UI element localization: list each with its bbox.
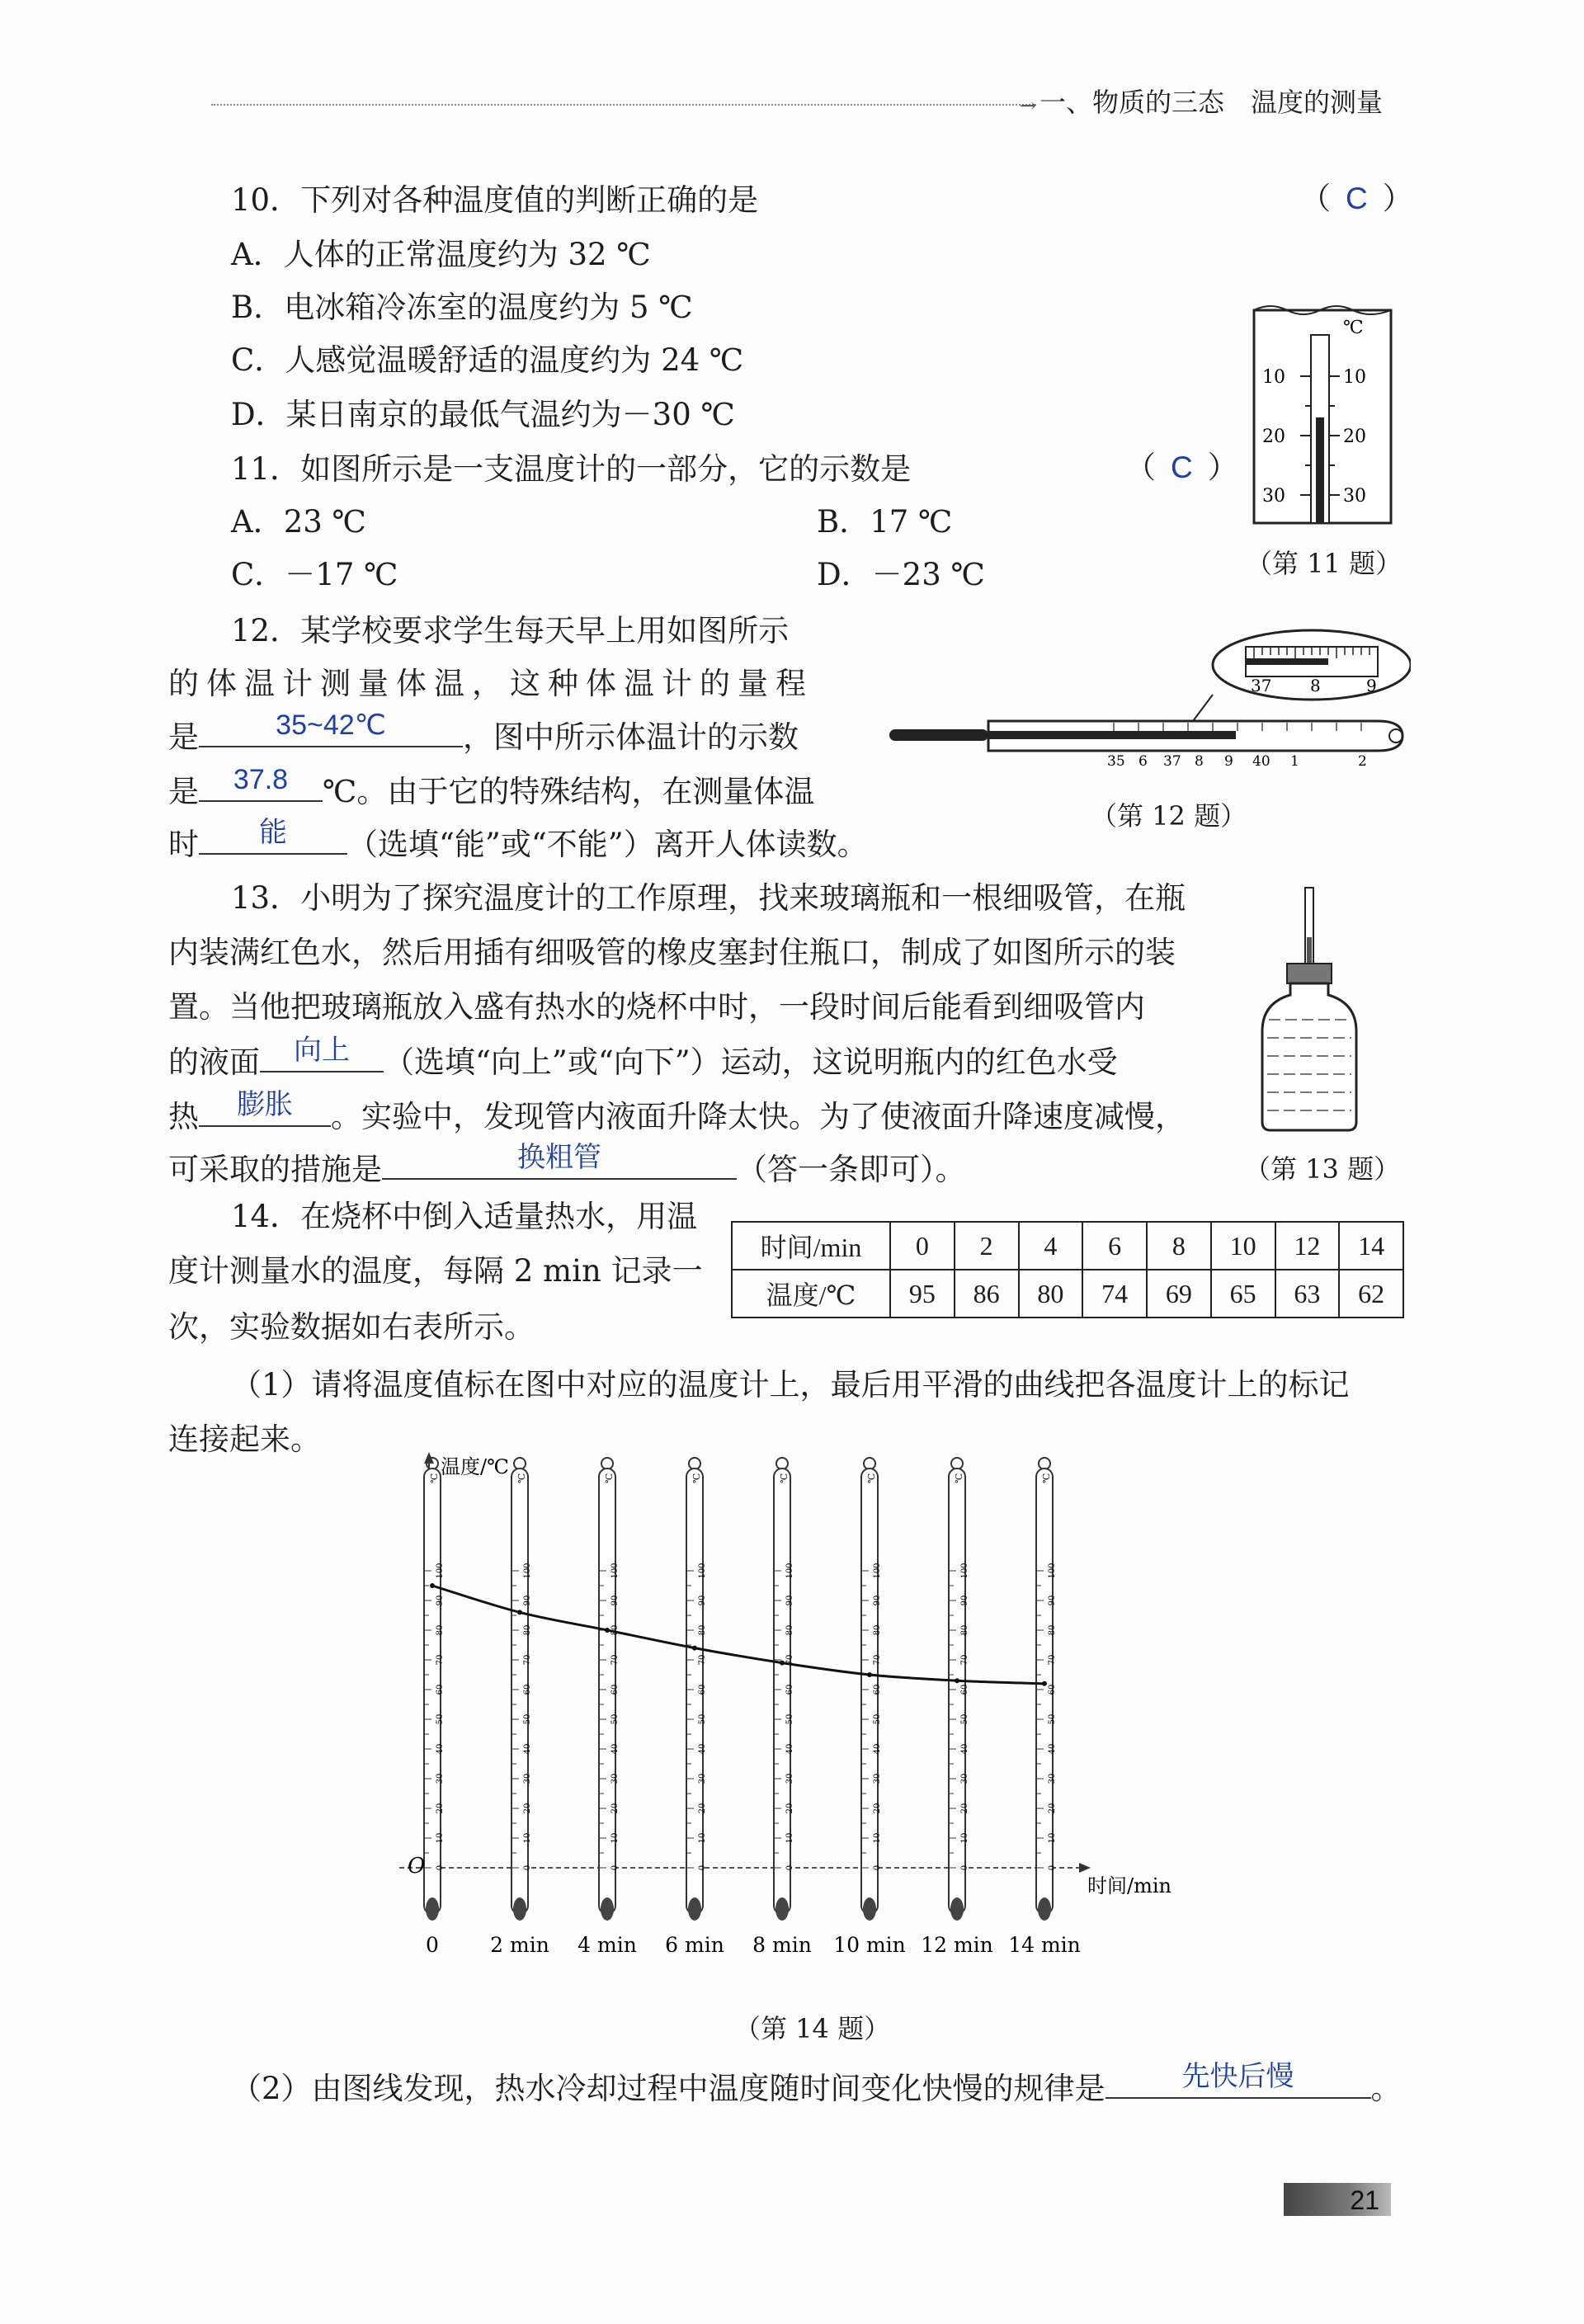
thermometer-scale-label: 40 [610, 1743, 620, 1755]
q12-bulb [889, 729, 988, 741]
thermometer-scale-label: 90 [1048, 1595, 1057, 1606]
q12-can-answer: 能 [259, 817, 287, 848]
q10-option-d: D．某日南京的最低气温约为－30 ℃ [231, 397, 735, 432]
thermometer-scale-label: 20 [1048, 1803, 1057, 1814]
q11-tick-20-left: 20 [1262, 427, 1285, 447]
table-cell-time: 4 [1019, 1222, 1083, 1270]
thermometer-scale-label: 40 [785, 1743, 794, 1755]
q11-option-d: D．－23 ℃ [817, 557, 985, 592]
arrow-icon: → [1020, 94, 1037, 117]
table-header-time: 时间/min [732, 1222, 890, 1270]
q13-line2: 内装满红色水，然后用插有细吸管的橡皮塞封住瓶口，制成了如图所示的装 [168, 935, 1176, 970]
header-rule [211, 104, 1036, 106]
q13-bottle-figure [1254, 886, 1370, 1134]
thermometer-scale-label: 40 [873, 1743, 882, 1755]
thermometer-scale-label: 90 [960, 1595, 969, 1606]
q12-scale-39: 9 [1224, 753, 1233, 770]
thermometer [949, 1458, 969, 1921]
q14-line1: 14．在烧杯中倒入适量热水，用温 [231, 1199, 698, 1234]
q12-scale-42: 2 [1358, 753, 1367, 770]
q12-scale-37: 37 [1163, 753, 1181, 770]
x-axis-label: 时间/min [1087, 1874, 1172, 1897]
thermometer-scale-label: 80 [873, 1624, 882, 1636]
thermometer-scale-label: 70 [785, 1654, 794, 1666]
q13-direction-blank [260, 1035, 384, 1072]
thermometer-scale-label: 0 [873, 1864, 882, 1871]
thermometer-scale-label: 70 [610, 1654, 620, 1666]
q12-range-blank [199, 709, 463, 747]
thermometer-scale-label: 60 [873, 1684, 882, 1695]
thermometer-scale-label: 10 [523, 1832, 532, 1844]
q11-unit-label: ℃ [1343, 318, 1364, 338]
y-axis-label: 温度/℃ [441, 1455, 509, 1478]
thermometer-scale-label: 70 [1048, 1654, 1057, 1666]
q13-line3: 置。当他把玻璃瓶放入盛有热水的烧杯中时，一段时间后能看到细吸管内 [168, 989, 1145, 1025]
thermometer-scale-label: 40 [1048, 1743, 1057, 1755]
q13-expand-blank [199, 1089, 331, 1127]
thermometer-scale-label: 20 [785, 1803, 794, 1814]
data-point [517, 1610, 522, 1615]
thermometer-scale-label: 50 [873, 1714, 882, 1725]
q11-tick-30-right: 30 [1343, 486, 1366, 507]
thermometer-scale-label: 50 [436, 1714, 445, 1725]
q14-part1-line2: 连接起来。 [168, 1421, 321, 1457]
thermometer-hanger [601, 1458, 613, 1469]
thermometer-scale-label: 80 [610, 1624, 620, 1636]
q14-line2: 度计测量水的温度，每隔 2 min 记录一 [168, 1253, 703, 1289]
q12-zoom-liquid [1246, 658, 1328, 665]
thermometer-scale-label: 100 [1048, 1563, 1057, 1579]
thermometer-scale-label: 50 [960, 1714, 969, 1725]
chart-thermometers [424, 1458, 1057, 1921]
thermometer-scale-label: 50 [1048, 1714, 1057, 1725]
thermometer-scale-label: 90 [873, 1595, 882, 1606]
x-tick-label: 4 min [578, 1933, 637, 1957]
thermometer-bulb [601, 1897, 614, 1921]
thermometer-unit-label: ℃ [429, 1473, 440, 1483]
thermometer-scale-label: 30 [436, 1773, 445, 1784]
q11-caption: （第 11 题） [1246, 548, 1402, 579]
q12-reading-blank [199, 764, 323, 802]
thermometer-scale-label: 80 [436, 1624, 445, 1636]
thermometer-scale-label: 60 [436, 1684, 445, 1695]
table-header-temperature: 温度/℃ [732, 1270, 890, 1318]
table-cell-temperature: 69 [1147, 1270, 1211, 1318]
q13-line1: 13．小明为了探究温度计的工作原理，找来玻璃瓶和一根细吸管，在瓶 [231, 880, 1186, 916]
data-point [955, 1678, 959, 1683]
q13-caption: （第 13 题） [1244, 1153, 1401, 1185]
thermometer-scale-label: 90 [785, 1595, 794, 1606]
thermometer-scale-label: 30 [523, 1773, 532, 1784]
q12-zoom-label-9: 9 [1366, 676, 1377, 695]
q12-scale-40: 40 [1252, 753, 1270, 770]
thermometer-scale-label: 20 [523, 1803, 532, 1814]
thermometer-scale-label: 20 [610, 1803, 620, 1814]
q10-answer: C [1346, 181, 1368, 215]
thermometer-scale-label: 100 [610, 1563, 620, 1579]
thermometer-bulb [1038, 1897, 1051, 1921]
thermometer-scale-label: 100 [960, 1563, 969, 1579]
q12-caption: （第 12 题） [1091, 800, 1247, 832]
thermometer-hanger [514, 1458, 526, 1469]
thermometer-scale-label: 0 [523, 1864, 532, 1871]
thermometer-scale-label: 100 [523, 1563, 532, 1579]
q13-line6: 可采取的措施是 换粗管 （答一条即可）。 [168, 1142, 966, 1187]
thermometer-scale-label: 60 [698, 1684, 707, 1695]
q12-scale-35: 35 [1107, 753, 1125, 770]
q10-option-c: C．人感觉温暖舒适的温度约为 24 ℃ [231, 342, 744, 378]
q12-line4: 是 37.8 ℃。由于它的特殊结构，在测量体温 [168, 764, 815, 809]
thermometer-scale-label: 0 [698, 1864, 707, 1871]
data-point [692, 1646, 697, 1651]
q14-part2: （2）由图线发现，热水冷却过程中温度随时间变化快慢的规律是 先快后慢 。 [231, 2061, 1402, 2106]
thermometer-scale-label: 20 [960, 1803, 969, 1814]
thermometer [599, 1458, 620, 1921]
x-tick-label: 8 min [752, 1933, 812, 1957]
thermometer-scale-label: 30 [698, 1773, 707, 1784]
thermometer-scale-label: 70 [436, 1654, 445, 1666]
thermometer-scale-label: 0 [785, 1864, 794, 1871]
table-cell-time: 0 [890, 1222, 955, 1270]
thermometer-scale-label: 80 [1048, 1624, 1057, 1636]
thermometer-scale-label: 80 [698, 1624, 707, 1636]
q13-rubber-stopper [1287, 964, 1332, 983]
q14-rule-blank [1106, 2061, 1371, 2099]
q14-line3: 次，实验数据如右表所示。 [168, 1309, 535, 1345]
thermometer-scale-label: 70 [523, 1654, 532, 1666]
x-tick-label: 12 min [921, 1933, 993, 1957]
data-point [605, 1628, 610, 1633]
data-point [430, 1583, 435, 1588]
q14-data-table [731, 1221, 1404, 1318]
thermometer-scale-label: 90 [436, 1595, 445, 1606]
q12-range-answer: 35~42℃ [276, 709, 386, 741]
q11-liquid-column [1316, 417, 1324, 523]
thermometer-scale-label: 30 [785, 1773, 794, 1784]
q14-caption: （第 14 题） [734, 2013, 891, 2044]
q10-stem: 10．下列对各种温度值的判断正确的是 [231, 182, 759, 218]
thermometer-scale-label: 70 [698, 1654, 707, 1666]
q13-measure-blank [382, 1142, 737, 1180]
thermometer-scale-label: 10 [785, 1832, 794, 1844]
thermometer-scale-label: 40 [698, 1743, 707, 1755]
q10-option-b: B．电冰箱冷冻室的温度约为 5 ℃ [231, 290, 693, 325]
q11-answer: C [1171, 450, 1193, 484]
data-point [780, 1661, 785, 1666]
thermometer-scale-label: 90 [523, 1595, 532, 1606]
thermometer-scale-label: 50 [785, 1714, 794, 1725]
thermometer-hanger [1039, 1458, 1050, 1469]
thermometer-scale-label: 50 [523, 1714, 532, 1725]
table-cell-temperature: 86 [955, 1270, 1019, 1318]
q13-line4: 的液面 向上 （选填“向上”或“向下”）运动，这说明瓶内的红色水受 [168, 1035, 1118, 1080]
thermometer-unit-label: ℃ [604, 1473, 615, 1483]
thermometer-unit-label: ℃ [779, 1473, 790, 1483]
q11-tick-10-left: 10 [1262, 367, 1285, 388]
chart-axes [399, 1452, 1091, 1909]
thermometer-scale-label: 70 [960, 1654, 969, 1666]
q11-stem: 11．如图所示是一支温度计的一部分，它的示数是 [231, 451, 912, 487]
x-tick-label: 6 min [665, 1933, 724, 1957]
q14-part1-line1: （1）请将温度值标在图中对应的温度计上，最后用平滑的曲线把各温度计上的标记 [231, 1367, 1350, 1402]
thermometer-scale-label: 100 [873, 1563, 882, 1579]
thermometer-bulb [513, 1897, 526, 1921]
q11-tick-30-left: 30 [1262, 486, 1285, 507]
thermometer-scale-label: 0 [960, 1864, 969, 1871]
q11-tick-20-right: 20 [1343, 427, 1366, 447]
thermometer-scale-label: 60 [523, 1684, 532, 1695]
thermometer-scale-label: 100 [436, 1563, 445, 1579]
thermometer-scale-label: 30 [960, 1773, 969, 1784]
q14-cooling-chart [380, 1447, 1172, 2008]
q14-rule-answer: 先快后慢 [1181, 2061, 1294, 2092]
thermometer-scale-label: 50 [610, 1714, 620, 1725]
q14-time-row [732, 1222, 1403, 1270]
table-cell-temperature: 62 [1339, 1270, 1403, 1318]
q11-thermometer-figure [1251, 300, 1396, 528]
thermometer [861, 1458, 882, 1921]
thermometer-scale-label: 20 [873, 1803, 882, 1814]
thermometer-hanger [776, 1458, 788, 1469]
q11-tick-10-right: 10 [1343, 367, 1366, 388]
thermometer-scale-label: 10 [436, 1832, 445, 1844]
thermometer-hanger [951, 1458, 963, 1469]
origin-label: O [408, 1854, 426, 1879]
thermometer [1036, 1458, 1057, 1921]
q12-can-blank [199, 817, 347, 855]
q10-answer-bracket: （ C ） [1300, 181, 1413, 216]
thermometer [424, 1458, 445, 1921]
q12-reading-answer: 37.8 [233, 764, 289, 795]
table-cell-time: 14 [1339, 1222, 1403, 1270]
thermometer-unit-label: ℃ [954, 1473, 964, 1483]
table-cell-temperature: 65 [1211, 1270, 1275, 1318]
q12-zoom-label-37: 37 [1251, 676, 1272, 695]
q11-option-a: A．23 ℃ [231, 504, 366, 540]
thermometer-scale-label: 0 [1048, 1864, 1057, 1871]
thermometer-scale-label: 10 [1048, 1832, 1057, 1844]
thermometer-scale-label: 80 [523, 1624, 532, 1636]
thermometer-bulb [426, 1897, 439, 1921]
q12-line1: 12．某学校要求学生每天早上用如图所示 [231, 613, 790, 648]
thermometer-scale-label: 40 [960, 1743, 969, 1755]
page-number-tab [1284, 2183, 1391, 2216]
thermometer-scale-label: 40 [523, 1743, 532, 1755]
thermometer-scale-label: 40 [436, 1743, 445, 1755]
q11-option-b: B．17 ℃ [817, 504, 953, 540]
thermometer-scale-label: 10 [610, 1832, 620, 1844]
data-point [1042, 1681, 1047, 1686]
q12-zoom-label-8: 8 [1310, 676, 1321, 695]
q12-clinical-thermometer-figure [883, 629, 1411, 777]
q13-measure-answer: 换粗管 [517, 1142, 601, 1173]
thermometer-scale-label: 90 [610, 1595, 620, 1606]
page-number: 21 [1350, 2185, 1379, 2215]
table-cell-temperature: 95 [890, 1270, 955, 1318]
q11-option-c: C．－17 ℃ [231, 557, 398, 592]
x-tick-label: 2 min [490, 1933, 549, 1957]
thermometer-hanger [864, 1458, 875, 1469]
thermometer-unit-label: ℃ [691, 1473, 702, 1483]
table-cell-temperature: 74 [1082, 1270, 1147, 1318]
x-tick-label: 0 [426, 1933, 439, 1957]
table-cell-time: 6 [1082, 1222, 1147, 1270]
thermometer-scale-label: 0 [436, 1864, 445, 1871]
q13-direction-answer: 向上 [294, 1035, 350, 1066]
thermometer-scale-label: 30 [610, 1773, 620, 1784]
thermometer-scale-label: 50 [698, 1714, 707, 1725]
thermometer-scale-label: 60 [610, 1684, 620, 1695]
thermometer-scale-label: 0 [610, 1864, 620, 1871]
thermometer-hanger [689, 1458, 700, 1469]
thermometer-unit-label: ℃ [1041, 1473, 1052, 1483]
q12-line3: 是 35~42℃ ，图中所示体温计的示数 [168, 709, 799, 755]
thermometer-scale-label: 30 [1048, 1773, 1057, 1784]
thermometer-scale-label: 10 [698, 1832, 707, 1844]
thermometer [774, 1458, 794, 1921]
thermometer-scale-label: 20 [698, 1803, 707, 1814]
thermometer-scale-label: 100 [785, 1563, 794, 1579]
thermometer-scale-label: 80 [785, 1624, 794, 1636]
thermometer-scale-label: 60 [1048, 1684, 1057, 1695]
table-cell-time: 10 [1211, 1222, 1275, 1270]
q12-scale-41: 1 [1290, 753, 1299, 770]
q12-mercury-column [988, 731, 1236, 739]
chapter-header: 一、物质的三态 温度的测量 [1040, 87, 1384, 118]
thermometer-scale-label: 70 [873, 1654, 882, 1666]
q12-line5: 时 能 （选填“能”或“不能”）离开人体读数。 [168, 817, 868, 862]
q13-expand-answer: 膨胀 [237, 1089, 293, 1120]
thermometer-scale-label: 60 [785, 1684, 794, 1695]
q10-option-a: A．人体的正常温度约为 32 ℃ [231, 237, 651, 272]
q12-line2: 的体温计测量体温，这种体温计的量程 [168, 666, 813, 701]
thermometer [512, 1458, 532, 1921]
thermometer-scale-label: 10 [960, 1832, 969, 1844]
q14-temperature-row [732, 1270, 1403, 1318]
thermometer-scale-label: 90 [698, 1595, 707, 1606]
thermometer-scale-label: 100 [698, 1563, 707, 1579]
thermometer-scale-label: 20 [436, 1803, 445, 1814]
thermometer-unit-label: ℃ [516, 1473, 527, 1483]
table-cell-time: 8 [1147, 1222, 1211, 1270]
x-axis-arrow [1079, 1863, 1091, 1873]
thermometer-scale-label: 80 [960, 1624, 969, 1636]
x-tick-label: 10 min [833, 1933, 906, 1957]
data-point [867, 1672, 872, 1677]
table-cell-time: 12 [1275, 1222, 1340, 1270]
thermometer-scale-label: 30 [873, 1773, 882, 1784]
thermometer-scale-label: 10 [873, 1832, 882, 1844]
table-cell-temperature: 63 [1275, 1270, 1340, 1318]
q12-scale-36: 6 [1138, 753, 1148, 770]
thermometer-bulb [950, 1897, 964, 1921]
q11-answer-bracket: （ C ） [1125, 450, 1238, 485]
thermometer-unit-label: ℃ [866, 1473, 877, 1483]
thermometer-bulb [688, 1897, 701, 1921]
table-cell-time: 2 [955, 1222, 1019, 1270]
q12-scale-38: 8 [1195, 753, 1204, 770]
thermometer-scale-label: 60 [960, 1684, 969, 1695]
thermometer-bulb [776, 1897, 789, 1921]
thermometer [686, 1458, 707, 1921]
q13-line5: 热 膨胀 。实验中，发现管内液面升降太快。为了使液面升降速度减慢， [168, 1089, 1186, 1134]
thermometer-bulb [863, 1897, 876, 1921]
x-tick-label: 14 min [1008, 1933, 1081, 1957]
table-cell-temperature: 80 [1019, 1270, 1083, 1318]
